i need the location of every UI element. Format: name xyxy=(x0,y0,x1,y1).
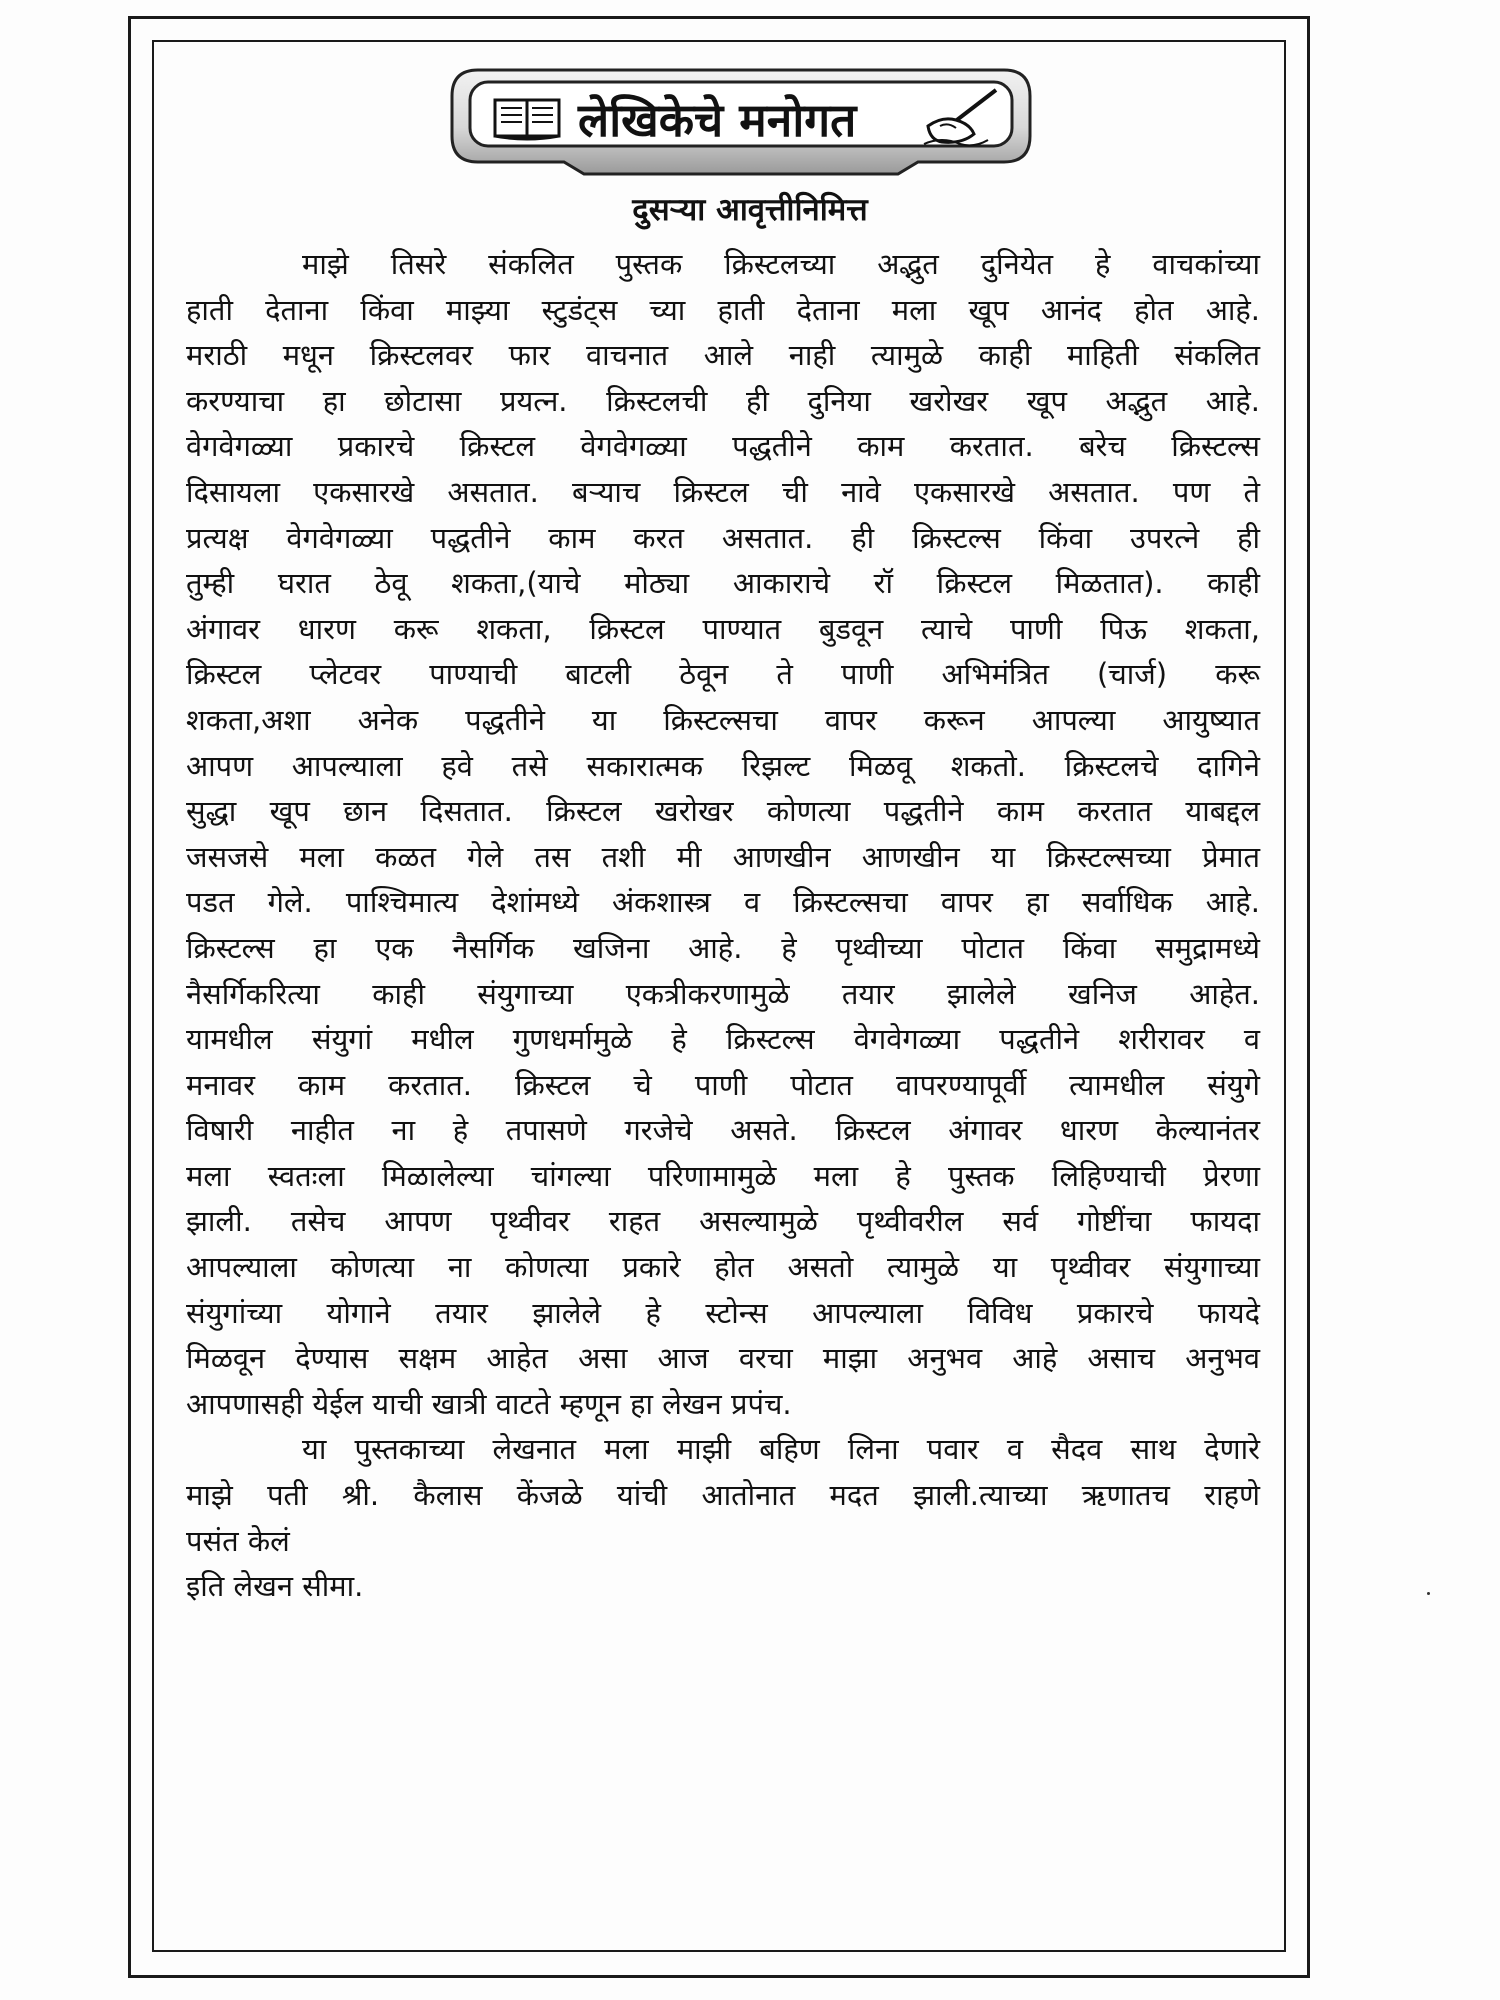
open-book-icon xyxy=(492,94,562,142)
text-line: झाली. तसेच आपण पृथ्वीवर राहत असल्यामुळे पृथ्वीवरील सर्व गोष्टींचा फायदा xyxy=(186,1204,1260,1239)
text-line: पसंत केलं xyxy=(186,1523,290,1558)
text-line: मला स्वतःला मिळालेल्या चांगल्या परिणामामुळे मला हे पुस्तक लिहिण्याची प्रेरणा xyxy=(186,1158,1260,1193)
page-title: लेखिकेचे मनोगत xyxy=(578,93,857,147)
text-line: प्रत्यक्ष वेगवेगळ्या पद्धतीने काम करत असतात. ही क्रिस्टल्स किंवा उपरत्ने ही xyxy=(186,520,1260,555)
text-line: जसजसे मला कळत गेले तस तशी मी आणखीन आणखीन या क्रिस्टल्सच्या प्रेमात xyxy=(186,839,1260,874)
text-line: सुद्धा खूप छान दिसतात. क्रिस्टल खरोखर कोणत्या पद्धतीने काम करतात याबद्दल xyxy=(186,794,1260,829)
text-line: पडत गेले. पाश्चिमात्य देशांमध्ये अंकशास्त्र व क्रिस्टल्सचा वापर हा सर्वाधिक आहे. xyxy=(186,885,1260,920)
text-line: क्रिस्टल प्लेटवर पाण्याची बाटली ठेवून ते पाणी अभिमंत्रित (चार्ज) करू xyxy=(186,657,1260,692)
text-line: अंगावर धारण करू शकता, क्रिस्टल पाण्यात बुडवून त्याचे पाणी पिऊ शकता, xyxy=(186,611,1260,646)
text-line: करण्याचा हा छोटासा प्रयत्न. क्रिस्टलची ही दुनिया खरोखर खूप अद्भुत आहे. xyxy=(186,383,1260,418)
text-line: नैसर्गिकरित्या काही संयुगाच्या एकत्रीकरणामुळे तयार झालेले खनिज आहेत. xyxy=(186,976,1260,1011)
text-line: या पुस्तकाच्या लेखनात मला माझी बहिण लिना पवार व सैदव साथ देणारे xyxy=(302,1432,1260,1467)
signature-line: इति लेखन सीमा. xyxy=(186,1569,364,1604)
text-line: मनावर काम करतात. क्रिस्टल चे पाणी पोटात वापरण्यापूर्वी त्यामधील संयुगे xyxy=(186,1067,1260,1102)
title-banner xyxy=(448,66,1034,178)
subtitle: दुसऱ्या आवृत्तीनिमित्त xyxy=(632,192,868,228)
body-text xyxy=(186,242,1260,1610)
text-line: आपणासही येईल याची खात्री वाटते म्हणून हा लेखन प्रपंच. xyxy=(186,1386,792,1421)
hand-writing-pen-icon xyxy=(922,86,1002,148)
text-line: माझे तिसरे संकलित पुस्तक क्रिस्टलच्या अद्भुत दुनियेत हे वाचकांच्या xyxy=(302,247,1260,281)
text-line: क्रिस्टल्स हा एक नैसर्गिक खजिना आहे. हे पृथ्वीच्या पोटात किंवा समुद्रामध्ये xyxy=(186,930,1260,965)
text-line: तुम्ही घरात ठेवू शकता,(याचे मोठ्या आकाराचे रॉ क्रिस्टल मिळतात). काही xyxy=(186,566,1260,601)
text-line: आपल्याला कोणत्या ना कोणत्या प्रकारे होत असतो त्यामुळे या पृथ्वीवर संयुगाच्या xyxy=(186,1250,1260,1285)
text-line: संयुगांच्या योगाने तयार झालेले हे स्टोन्स आपल्याला विविध प्रकारचे फायदे xyxy=(186,1295,1260,1330)
text-line: हाती देताना किंवा माझ्या स्टुडंट्स च्या हाती देताना मला खूप आनंद होत आहे. xyxy=(186,292,1260,327)
text-line: शकता,अशा अनेक पद्धतीने या क्रिस्टल्सचा वापर करून आपल्या आयुष्यात xyxy=(186,702,1260,737)
text-line: आपण आपल्याला हवे तसे सकारात्मक रिझल्ट मिळवू शकतो. क्रिस्टलचे दागिने xyxy=(186,748,1260,783)
text-line: मराठी मधून क्रिस्टलवर फार वाचनात आले नाही त्यामुळे काही माहिती संकलित xyxy=(186,338,1260,373)
text-line: दिसायला एकसारखे असतात. बऱ्याच क्रिस्टल ची नावे एकसारखे असतात. पण ते xyxy=(186,474,1260,509)
text-line: माझे पती श्री. कैलास केंजळे यांची आतोनात मदत झाली.त्याच्या ऋणातच राहणे xyxy=(186,1478,1260,1513)
stray-mark xyxy=(1427,1592,1430,1595)
text-line: मिळवून देण्यास सक्षम आहेत असा आज वरचा माझा अनुभव आहे असाच अनुभव xyxy=(186,1341,1260,1376)
text-line: वेगवेगळ्या प्रकारचे क्रिस्टल वेगवेगळ्या पद्धतीने काम करतात. बरेच क्रिस्टल्स xyxy=(186,429,1260,464)
text-line: विषारी नाहीत ना हे तपासणे गरजेचे असते. क्रिस्टल अंगावर धारण केल्यानंतर xyxy=(186,1113,1260,1148)
text-line: यामधील संयुगां मधील गुणधर्मामुळे हे क्रिस्टल्स वेगवेगळ्या पद्धतीने शरीरावर व xyxy=(186,1022,1260,1057)
